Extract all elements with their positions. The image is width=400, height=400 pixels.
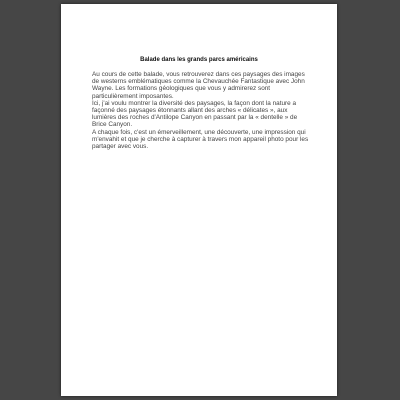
document-page — [61, 4, 337, 396]
paragraph-2: Ici, j'ai voulu montrer la diversité des paysages, la façon dont la nature a façonné des paysages étonnants allant des arches « délicates », aux lumières des roches d'Antilope Canyon en passant par la « dentelle » de Brice Canyon. — [92, 99, 298, 129]
paragraph-3: A chaque fois, c'est un émerveillement, une découverte, une impression qui m'envahit et que je cherche à capturer à travers mon appareil photo pour les partager avec vous. — [92, 128, 309, 151]
document-body — [92, 71, 310, 150]
paragraph-1: Au cours de cette balade, vous retrouverez dans ces paysages des images de westerns emblématiques comme la Chevauchée Fantastique avec John Wayne. Les formations géologiques que vous y admirerez sont particulièrement imposantes. — [92, 71, 305, 100]
document-title: Balade dans les grands parcs américains — [140, 57, 258, 63]
